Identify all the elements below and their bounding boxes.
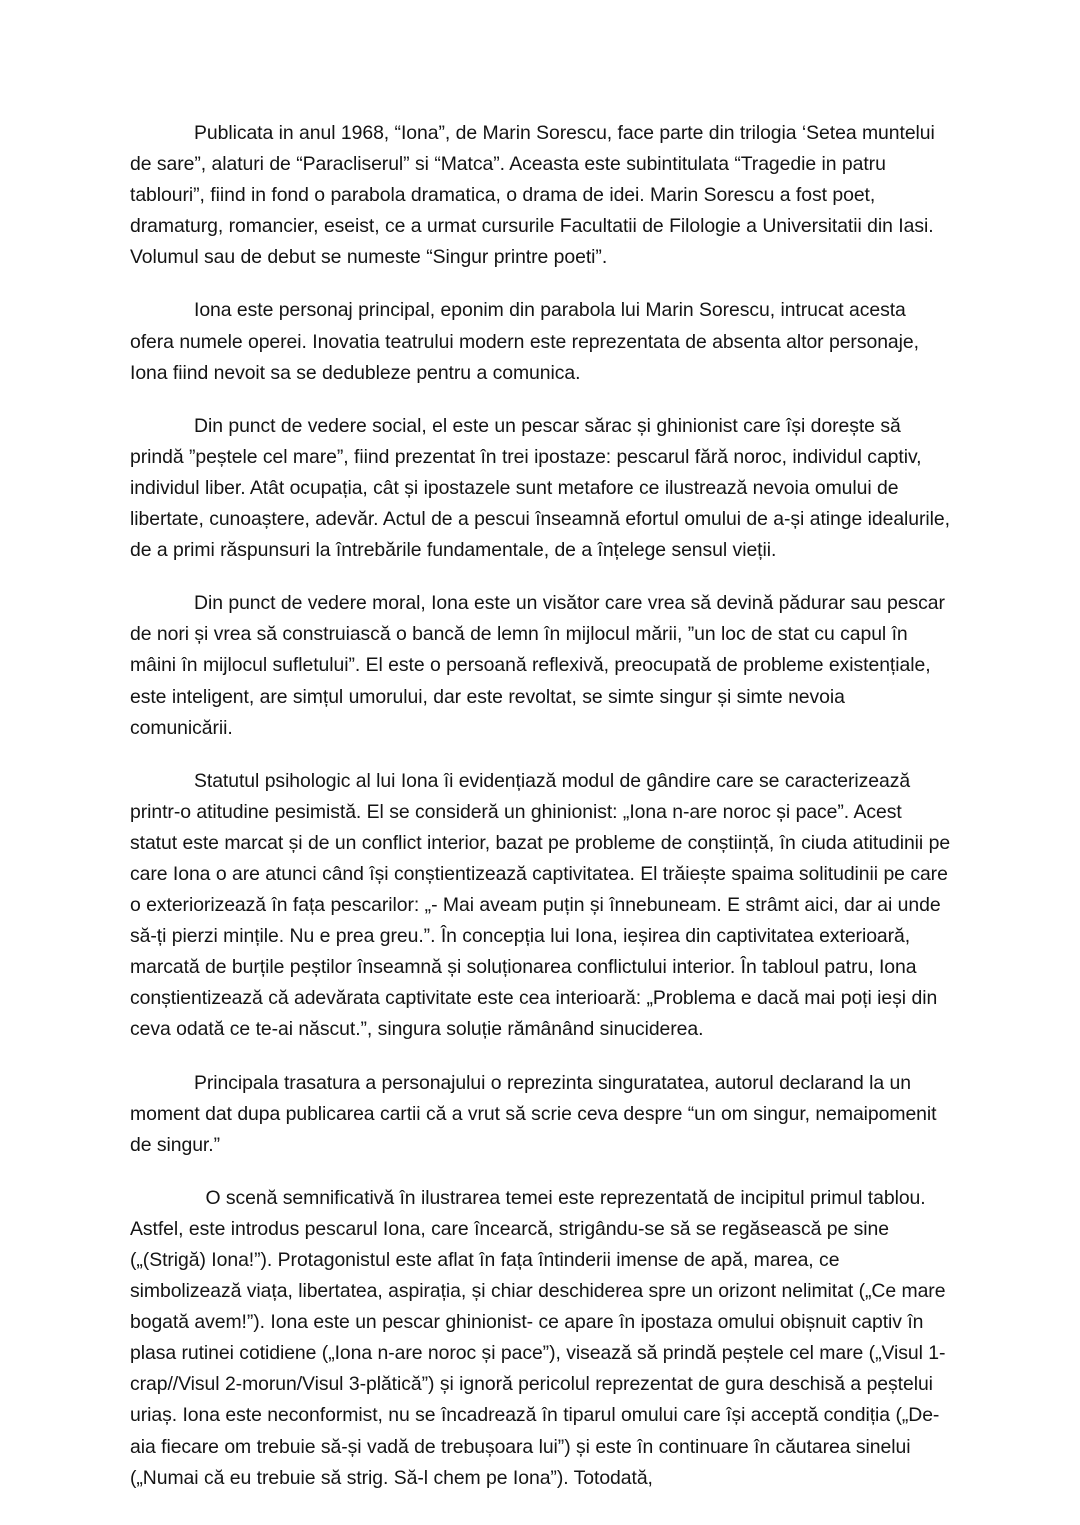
paragraph-significant-scene: O scenă semnificativă în ilustrarea temei este reprezentată de incipitul primul tablou. Astfel, este introdus pescarul Iona, care încearcă, strigându-se să se regăsească pe sine („(Strigă) Iona!”). Protagonistul este aflat în fața întinderii imense de apă, marea, ce simbolizează viața, libertatea, aspirația, și chiar deschiderea spre un orizont nelimitat („Ce mare bogată avem!”). Iona este un pescar ghinionist- ce apare în ipostaza omului obișnuit captiv în plasa rutinei cotidiene („Iona n-are noroc și pace”), visează să prindă peștele cel mare („Visul 1-crap//Visul 2-morun/Visul 3-plătică”) și ignoră pericolul reprezentat de gura deschisă a peștelui uriaș. Iona este neconformist, nu se încadrează în tiparul omului care își acceptă condiția („De-aia fiecare om trebuie să-și vadă de trebușoara lui”) și este în continuare în căutarea sinelui („Numai că eu trebuie să strig. Să-l chem pe Iona”). Totodată, xyxy=(130,1186,951,1489)
paragraph-intro-publication: Publicata in anul 1968, “Iona”, de Marin Sorescu, face parte din trilogia ‘Setea muntelui de sare”, alaturi de “Paracliserul” si “Matca”. Aceasta este subintitulata “Tragedie in patru tablouri”, fiind in fond o parabola dramatica, o drama de idei. Marin Sorescu a fost poet, dramaturg, romancier, eseist, ce a urmat cursurile Facultatii de Filologie a Universitatii din Iasi. Volumul sau de debut se numeste “Singur printre poeti”. xyxy=(130,122,941,269)
paragraph-social-perspective: Din punct de vedere social, el este un pescar sărac și ghinionist care își dorește să prindă ”peștele cel mare”, fiind prezentat în trei ipostaze: pescarul fără noroc, individul captiv, individul liber. Atât ocupația, cât și ipostazele sunt metafore ce ilustrează nevoia omului de libertate, cunoaștere, adevăr. Actul de a pescui înseamnă efortul omului de a-și atinge idealurile, de a primi răspunsuri la întrebările fundamentale, de a înțelege sensul vieții. xyxy=(130,414,956,562)
paragraph-psychological-status: Statutul psihologic al lui Iona îi evidențiază modul de gândire care se caracterizează printr-o atitudine pesimistă. El se consideră un ghinionist: „Iona n-are noroc și pace”. Acest statut este marcat și de un conflict interior, bazat pe probleme de conștiință, în ciuda atitudinii pe care Iona o are atunci când își conștientizează captivitatea. El trăiește spaima solitudinii pe care o exteriorizează în fața pescarilor: „- Mai aveam puțin și înnebuneam. E strâmt aici, dar ai unde să-ți pierzi mințile. Nu e prea greu.”. În concepția lui Iona, ieșirea din captivitatea exterioară, marcată de burțile peștilor înseamnă și soluționarea conflictului interior. În tabloul patru, Iona conștientizează că adevărata captivitate este cea interioară: „Problema e dacă mai poți ieși din ceva odată ce te-ai născut.”, singura soluție rămânând sinuciderea. xyxy=(130,769,956,1041)
document-text-body xyxy=(130,118,956,1494)
paragraph-eponymous-character: Iona este personaj principal, eponim din parabola lui Marin Sorescu, intrucat acesta ofera numele operei. Inovatia teatrului modern este reprezentata de absenta altor personaje, Iona fiind nevoit sa se dedubleze pentru a comunica. xyxy=(130,299,925,384)
paragraph-main-trait-loneliness: Principala trasatura a personajului o reprezinta singuratatea, autorul declarand la un moment dat dupa publicarea cartii că a vrut să scrie ceva despre “un om singur, nemaipomenit de singur.” xyxy=(130,1071,942,1156)
paragraph-moral-perspective: Din punct de vedere moral, Iona este un visător care vrea să devină pădurar sau pescar de nori și vrea să construiască o bancă de lemn în mijlocul mării, ”un loc de stat cu capul în mâini în mijlocul sufletului”. El este o persoană reflexivă, preocupată de probleme existențiale, este inteligent, are simțul umorului, dar este revoltat, se simte singur și simte nevoia comunicării. xyxy=(130,592,951,739)
